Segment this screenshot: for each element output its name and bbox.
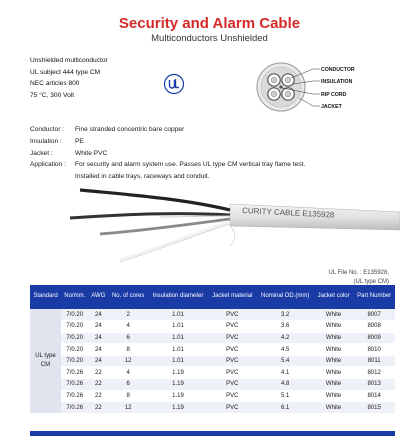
spec-table xyxy=(30,285,395,414)
table-cell: 1.01 xyxy=(148,344,208,356)
intro-block xyxy=(30,55,108,101)
table-cell: 24 xyxy=(88,344,108,356)
table-header-row xyxy=(30,285,395,309)
cable-photo xyxy=(60,180,400,265)
table-cell: PVC xyxy=(208,402,257,414)
table-cell: White xyxy=(314,402,353,414)
table-cell: 5.1 xyxy=(257,390,314,402)
cable-print: CURITY CABLE E135928 xyxy=(241,206,335,220)
table-row xyxy=(30,321,395,333)
table-cell: 4 xyxy=(108,367,148,379)
spec-key: Conductor : xyxy=(30,126,65,133)
standard-line: CM xyxy=(40,361,51,368)
column-header: No. of cores xyxy=(111,293,145,300)
table-cell: 24 xyxy=(88,355,108,367)
table-cell: 6 xyxy=(108,332,148,344)
column-header: Jacket color xyxy=(317,293,350,300)
column-header: Nominal OD.(mm) xyxy=(261,293,310,300)
table-cell: White xyxy=(314,379,353,391)
table-cell: 8 xyxy=(108,344,148,356)
table-cell: 1.01 xyxy=(148,355,208,367)
table-row xyxy=(30,367,395,379)
table-cell: 1.19 xyxy=(148,402,208,414)
table-cell: 7/0.20 xyxy=(61,332,88,344)
intro-line: Unshielded multiconductor xyxy=(30,57,108,64)
table-cell: White xyxy=(314,309,353,321)
table-cell: 12 xyxy=(108,355,148,367)
spec-row-application xyxy=(30,159,305,171)
spec-key: Jacket : xyxy=(30,149,53,157)
table-cell: 7/0.26 xyxy=(61,402,88,414)
spec-value: White PVC xyxy=(75,149,108,157)
table-bottom-bar xyxy=(30,431,395,436)
table-cell: 22 xyxy=(88,402,108,414)
table-cell: 1.19 xyxy=(148,390,208,402)
table-cell: 4.1 xyxy=(257,367,314,379)
spec-row-conductor xyxy=(30,124,305,136)
table-cell: 2 xyxy=(108,309,148,321)
table-cell: White xyxy=(314,390,353,402)
ul-file-number: UL File No. : E135928, xyxy=(328,270,389,276)
column-header: Insulation diameter xyxy=(152,293,204,300)
table-cell: 3.2 xyxy=(257,309,314,321)
table-cell: 8015 xyxy=(353,402,395,414)
table-cell: 8010 xyxy=(353,344,395,356)
spec-value: PE xyxy=(75,137,84,145)
table-cell: 8009 xyxy=(353,332,395,344)
table-cell: 12 xyxy=(108,402,148,414)
spec-key: Insulation : xyxy=(30,137,62,145)
ul-type-note: (UL type CM) xyxy=(353,279,389,285)
cable-cross-section xyxy=(253,60,383,114)
table-cell: 8011 xyxy=(353,355,395,367)
table-row xyxy=(30,309,395,321)
table-cell: PVC xyxy=(208,355,257,367)
table-cell: 22 xyxy=(88,390,108,402)
callout-jacket: JACKET xyxy=(321,104,342,110)
table-cell: 8008 xyxy=(353,321,395,333)
table-cell: White xyxy=(314,367,353,379)
table-cell: 8 xyxy=(108,390,148,402)
callout-conductor: CONDUCTOR xyxy=(321,67,355,73)
intro-line: UL subject 444 type CM xyxy=(30,68,101,76)
table-cell: 1.19 xyxy=(148,379,208,391)
column-header: Jacket material xyxy=(212,293,253,300)
table-cell: 7/0.20 xyxy=(61,344,88,356)
table-cell: 8014 xyxy=(353,390,395,402)
table-cell: 8007 xyxy=(353,309,395,321)
spec-row-insulation xyxy=(30,136,305,148)
callout-insulation: INSULATION xyxy=(321,79,353,85)
table-cell: 1.01 xyxy=(148,309,208,321)
spec-list xyxy=(30,124,305,183)
table-cell: 1.19 xyxy=(148,367,208,379)
table-cell: 22 xyxy=(88,367,108,379)
table-cell: PVC xyxy=(208,321,257,333)
table-cell: White xyxy=(314,355,353,367)
table-cell: PVC xyxy=(208,344,257,356)
column-header: Part Number xyxy=(357,293,392,300)
callout-rip-cord: RIP CORD xyxy=(321,92,347,98)
wire-black-1 xyxy=(80,190,230,210)
table-cell: 8013 xyxy=(353,379,395,391)
table-row xyxy=(30,332,395,344)
table-cell: 5.4 xyxy=(257,355,314,367)
table-cell: 6.1 xyxy=(257,402,314,414)
column-header: Standard xyxy=(33,293,58,300)
table-row xyxy=(30,402,395,414)
table-row xyxy=(30,344,395,356)
column-header: No/mm. xyxy=(64,293,86,300)
page-subtitle: Multiconductors Unshielded xyxy=(151,33,268,44)
wire-grey xyxy=(100,219,230,234)
spec-value: For security and alarm system use. Passes UL type CM vertical tray flame test. xyxy=(75,161,306,169)
rip-cord xyxy=(160,216,230,217)
table-cell: 4 xyxy=(108,321,148,333)
wire-white xyxy=(120,222,230,260)
table-cell: 7/0.20 xyxy=(61,355,88,367)
spec-row-jacket xyxy=(30,148,305,160)
table-cell: White xyxy=(314,344,353,356)
table-cell: 24 xyxy=(88,332,108,344)
table-cell: White xyxy=(314,321,353,333)
table-row xyxy=(30,379,395,391)
table-cell: 3.6 xyxy=(257,321,314,333)
table-cell: 6 xyxy=(108,379,148,391)
table-cell: 7/0.26 xyxy=(61,390,88,402)
table-cell: 7/0.20 xyxy=(61,309,88,321)
intro-line: NEC articles 800 xyxy=(30,80,80,87)
standard-line: UL type xyxy=(35,352,56,359)
intro-line: 75 °C, 300 Volt xyxy=(30,91,75,99)
table-cell: PVC xyxy=(208,367,257,379)
table-row xyxy=(30,390,395,402)
table-cell: 7/0.26 xyxy=(61,367,88,379)
table-cell: PVC xyxy=(208,309,257,321)
table-cell: 1.01 xyxy=(148,321,208,333)
table-cell: 4.8 xyxy=(257,379,314,391)
table-cell: PVC xyxy=(208,379,257,391)
spec-key: Application : xyxy=(30,161,66,169)
table-cell: 24 xyxy=(88,321,108,333)
column-header: AWG xyxy=(91,293,106,300)
table-cell: PVC xyxy=(208,332,257,344)
spec-value: Fine stranded concentric bare copper xyxy=(75,126,185,133)
table-cell: 1.01 xyxy=(148,332,208,344)
table-row xyxy=(30,355,395,367)
standard-cell xyxy=(30,309,61,413)
table-cell: 24 xyxy=(88,309,108,321)
table-cell: 7/0.26 xyxy=(61,379,88,391)
table-cell: 8012 xyxy=(353,367,395,379)
spec-value: Installed in cable trays, raceways and conduit. xyxy=(75,173,210,181)
table-cell: PVC xyxy=(208,390,257,402)
table-cell: 4.5 xyxy=(257,344,314,356)
table-cell: 4.2 xyxy=(257,332,314,344)
table-cell: 22 xyxy=(88,379,108,391)
page-title: Security and Alarm Cable xyxy=(118,15,301,32)
ul-listed-logo-icon xyxy=(163,73,185,95)
table-cell: 7/0.20 xyxy=(61,321,88,333)
table-cell: White xyxy=(314,332,353,344)
